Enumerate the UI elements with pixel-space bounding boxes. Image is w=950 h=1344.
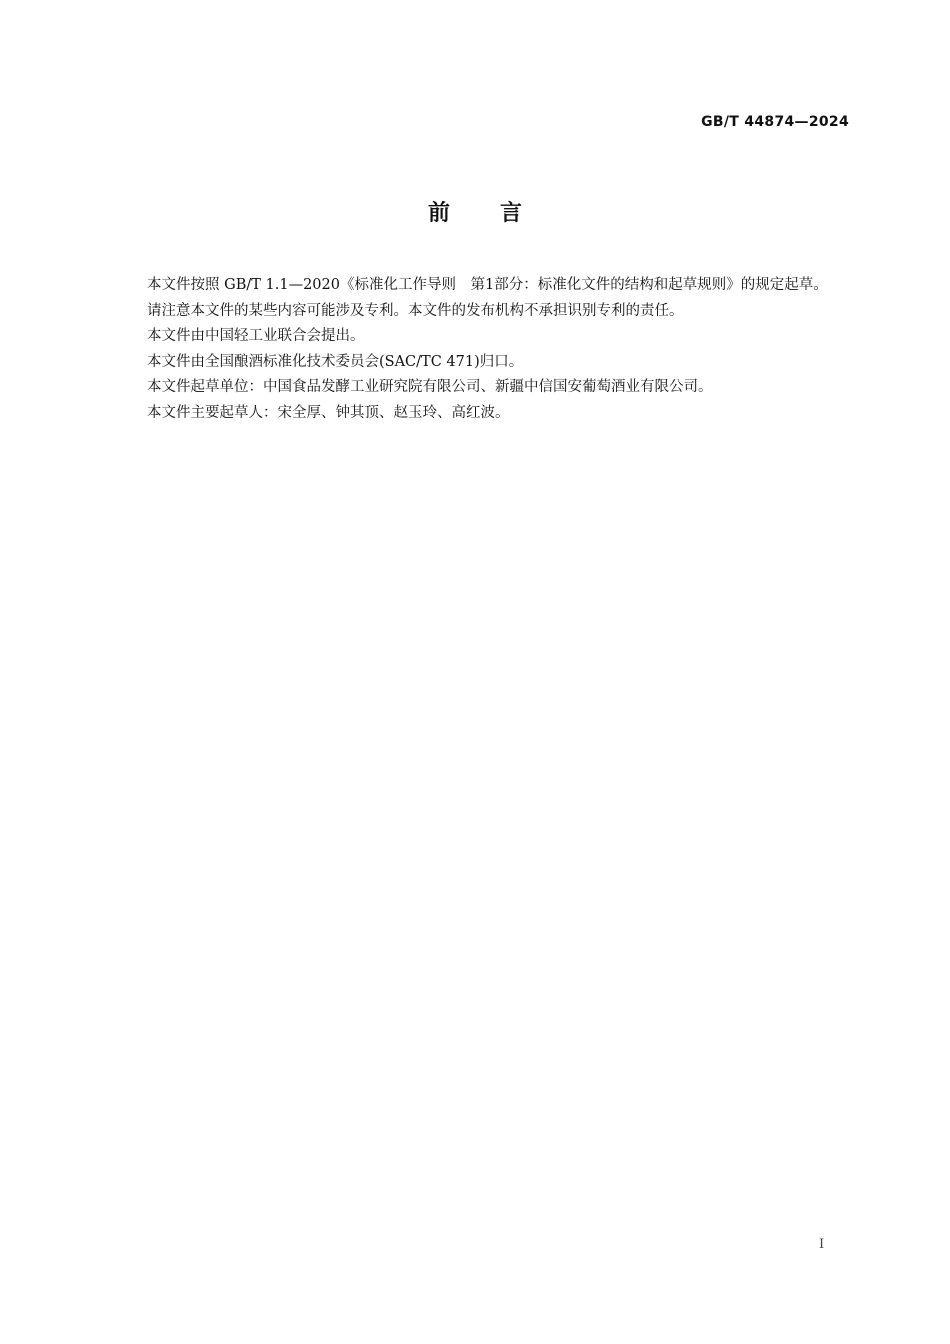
paragraph-drafting-rules: 本文件按照 GB/T 1.1—2020《标准化工作导则 第1部分：标准化文件的结构和起草规则》的规定起草。 [147, 277, 828, 293]
paragraph-proposed-by: 本文件由中国轻工业联合会提出。 [147, 328, 365, 344]
paragraph-patent-notice: 请注意本文件的某些内容可能涉及专利。本文件的发布机构不承担识别专利的责任。 [147, 302, 684, 319]
page-title [0, 196, 950, 227]
paragraph-drafting-units: 本文件起草单位：中国食品发酵工业研究院有限公司、新疆中信国安葡萄酒业有限公司。 [147, 379, 713, 395]
page-number: I [819, 1237, 825, 1252]
paragraph-under-jurisdiction: 本文件由全国酿酒标准化技术委员会(SAC/TC 471)归口。 [147, 353, 524, 370]
paragraph-main-drafters: 本文件主要起草人：宋全厚、钟其顶、赵玉玲、高红波。 [147, 404, 510, 421]
title-char-1: 前 [427, 201, 450, 226]
foreword-body [114, 273, 850, 426]
title-char-2: 言 [500, 201, 523, 226]
document-number: GB/T 44874—2024 [701, 114, 849, 130]
